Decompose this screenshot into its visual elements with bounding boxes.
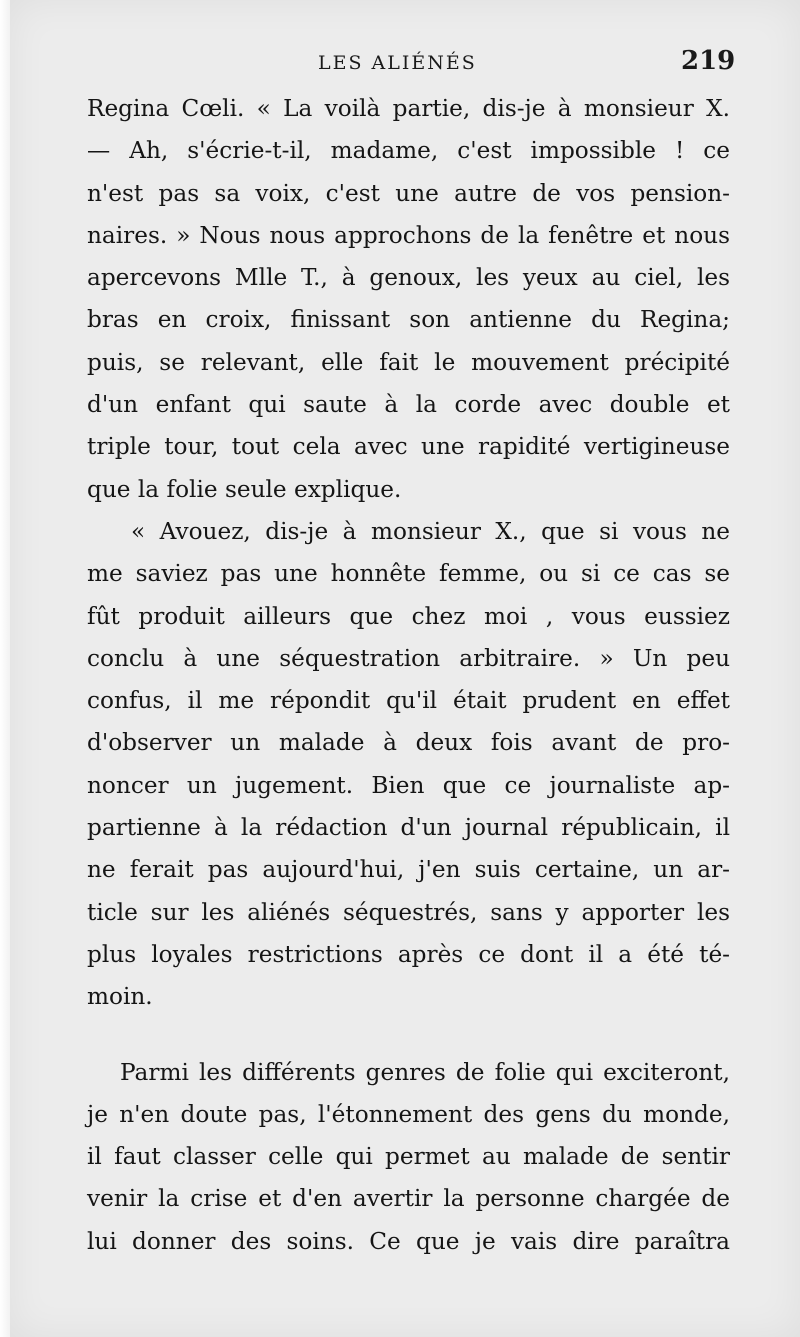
- text-line: fût produit ailleurs que chez moi , vous eussiez: [87, 602, 730, 630]
- text-line: bras en croix, finissant son antienne du Regina;: [87, 306, 730, 334]
- page-number: 219: [681, 46, 736, 76]
- text-line: n'est pas sa voix, c'est une autre de vos pension-: [87, 179, 730, 207]
- text-line: Parmi les différents genres de folie qui exciteront,: [120, 1058, 730, 1086]
- text-line: d'un enfant qui saute à la corde avec double et: [87, 391, 730, 419]
- text-line: ne ferait pas aujourd'hui, j'en suis certaine, un ar-: [87, 856, 730, 884]
- text-line: il faut classer celle qui permet au malade de sentir: [87, 1143, 730, 1171]
- paragraph-1: [87, 88, 730, 511]
- text-line: ticle sur les aliénés séquestrés, sans y apporter les: [87, 898, 730, 926]
- text-line: naires. » Nous nous approchons de la fenêtre et nous: [87, 221, 730, 249]
- text-line: plus loyales restrictions après ce dont il a été té-: [87, 940, 730, 968]
- text-line: triple tour, tout cela avec une rapidité vertigineuse: [87, 433, 730, 461]
- text-line: confus, il me répondit qu'il était prudent en effet: [87, 687, 730, 715]
- text-line: noncer un jugement. Bien que ce journaliste ap-: [87, 771, 730, 799]
- paragraph-3: [87, 1052, 730, 1263]
- body-text: [87, 88, 730, 1263]
- page-header: [0, 46, 800, 86]
- text-line: que la folie seule explique.: [87, 475, 402, 503]
- text-line: — Ah, s'écrie-t-il, madame, c'est impossible ! ce: [87, 137, 730, 165]
- text-line: conclu à une séquestration arbitraire. » Un peu: [87, 644, 730, 672]
- text-line: me saviez pas une honnête femme, ou si ce cas se: [87, 560, 730, 588]
- text-line: venir la crise et d'en avertir la personne chargée de: [87, 1185, 730, 1213]
- running-head: LES ALIÉNÉS: [318, 52, 477, 74]
- text-line: je n'en doute pas, l'étonnement des gens du monde,: [87, 1100, 730, 1128]
- text-line: moin.: [87, 983, 153, 1011]
- paragraph-gap: [87, 1019, 730, 1052]
- text-line: « Avouez, dis-je à monsieur X., que si vous ne: [131, 517, 730, 545]
- text-line: d'observer un malade à deux fois avant de pro-: [87, 729, 730, 757]
- text-line: partienne à la rédaction d'un journal républicain, il: [87, 814, 730, 842]
- page-edge: [0, 0, 10, 1337]
- text-line: puis, se relevant, elle fait le mouvement précipité: [87, 348, 730, 376]
- text-line: lui donner des soins. Ce que je vais dire paraîtra: [87, 1227, 730, 1255]
- text-line: Regina Cœli. « La voilà partie, dis-je à monsieur X.: [87, 95, 730, 122]
- text-line: apercevons Mlle T., à genoux, les yeux au ciel, les: [87, 264, 730, 292]
- paragraph-2: [87, 511, 730, 1019]
